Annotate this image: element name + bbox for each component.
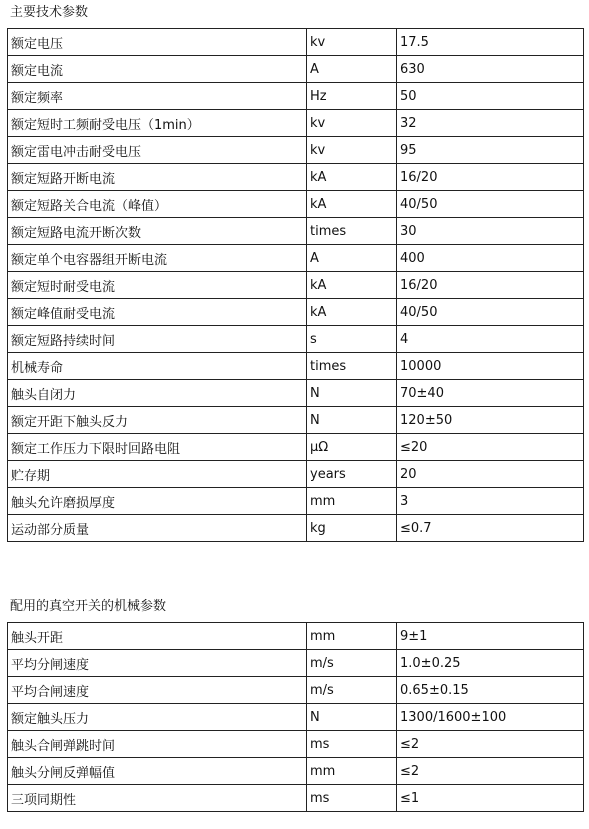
value-cell: 120±50	[397, 407, 584, 434]
value-cell: 50	[397, 83, 584, 110]
table-row	[8, 407, 584, 434]
table-row	[8, 326, 584, 353]
unit-cell: kv	[307, 110, 397, 137]
parameter-name-cell: 触头开距	[8, 623, 307, 650]
parameter-name-cell: 额定峰值耐受电流	[8, 299, 307, 326]
table-row	[8, 623, 584, 650]
parameter-name-cell: 额定开距下触头反力	[8, 407, 307, 434]
parameter-name-cell: 额定短时耐受电流	[8, 272, 307, 299]
value-cell: ≤20	[397, 434, 584, 461]
parameter-name-cell: 触头合闸弹跳时间	[8, 731, 307, 758]
value-cell: 95	[397, 137, 584, 164]
parameter-name-cell: 额定电压	[8, 29, 307, 56]
table-row	[8, 299, 584, 326]
table-row	[8, 29, 584, 56]
unit-cell: mm	[307, 623, 397, 650]
parameter-name-cell: 额定频率	[8, 83, 307, 110]
parameter-name-cell: 机械寿命	[8, 353, 307, 380]
main-specs-table	[7, 28, 584, 542]
table-row	[8, 515, 584, 542]
unit-cell: ms	[307, 785, 397, 812]
value-cell: 1.0±0.25	[397, 650, 584, 677]
unit-cell: mm	[307, 758, 397, 785]
table-row	[8, 785, 584, 812]
table-row	[8, 461, 584, 488]
value-cell: 30	[397, 218, 584, 245]
section-title-main-specs: 主要技术参数	[10, 5, 89, 20]
unit-cell: years	[307, 461, 397, 488]
unit-cell: Hz	[307, 83, 397, 110]
value-cell: 32	[397, 110, 584, 137]
table-row	[8, 56, 584, 83]
value-cell: 17.5	[397, 29, 584, 56]
table-row	[8, 434, 584, 461]
parameter-name-cell: 平均分闸速度	[8, 650, 307, 677]
parameter-name-cell: 触头分闸反弹幅值	[8, 758, 307, 785]
unit-cell: N	[307, 704, 397, 731]
unit-cell: kA	[307, 299, 397, 326]
table-row	[8, 164, 584, 191]
table-row	[8, 83, 584, 110]
parameter-name-cell: 贮存期	[8, 461, 307, 488]
table-row	[8, 650, 584, 677]
value-cell: 70±40	[397, 380, 584, 407]
parameter-name-cell: 平均合闸速度	[8, 677, 307, 704]
value-cell: ≤1	[397, 785, 584, 812]
unit-cell: ms	[307, 731, 397, 758]
parameter-name-cell: 触头自闭力	[8, 380, 307, 407]
unit-cell: A	[307, 245, 397, 272]
parameter-name-cell: 额定短路电流开断次数	[8, 218, 307, 245]
unit-cell: kA	[307, 272, 397, 299]
unit-cell: kA	[307, 191, 397, 218]
table-row	[8, 245, 584, 272]
value-cell: 9±1	[397, 623, 584, 650]
value-cell: ≤0.7	[397, 515, 584, 542]
value-cell: 16/20	[397, 164, 584, 191]
table-row	[8, 488, 584, 515]
table-row	[8, 704, 584, 731]
unit-cell: mm	[307, 488, 397, 515]
value-cell: 20	[397, 461, 584, 488]
parameter-name-cell: 额定触头压力	[8, 704, 307, 731]
parameter-name-cell: 额定短路开断电流	[8, 164, 307, 191]
mechanical-params-table-body	[8, 623, 584, 812]
table-row	[8, 353, 584, 380]
table-row	[8, 218, 584, 245]
value-cell: 0.65±0.15	[397, 677, 584, 704]
value-cell: 630	[397, 56, 584, 83]
parameter-name-cell: 额定单个电容器组开断电流	[8, 245, 307, 272]
mechanical-params-table	[7, 622, 584, 812]
unit-cell: kv	[307, 29, 397, 56]
value-cell: 16/20	[397, 272, 584, 299]
table-row	[8, 110, 584, 137]
parameter-name-cell: 额定工作压力下限时回路电阻	[8, 434, 307, 461]
table-row	[8, 758, 584, 785]
value-cell: 3	[397, 488, 584, 515]
parameter-name-cell: 额定短时工频耐受电压（1min）	[8, 110, 307, 137]
unit-cell: μΩ	[307, 434, 397, 461]
value-cell: 4	[397, 326, 584, 353]
unit-cell: m/s	[307, 650, 397, 677]
unit-cell: N	[307, 380, 397, 407]
table-row	[8, 380, 584, 407]
main-specs-table-body	[8, 29, 584, 542]
unit-cell: kv	[307, 137, 397, 164]
unit-cell: s	[307, 326, 397, 353]
table-row	[8, 731, 584, 758]
value-cell: 1300/1600±100	[397, 704, 584, 731]
parameter-name-cell: 三项同期性	[8, 785, 307, 812]
unit-cell: A	[307, 56, 397, 83]
value-cell: ≤2	[397, 731, 584, 758]
section-title-mechanical-params: 配用的真空开关的机械参数	[10, 599, 167, 614]
parameter-name-cell: 触头允许磨损厚度	[8, 488, 307, 515]
parameter-name-cell: 额定短路持续时间	[8, 326, 307, 353]
table-row	[8, 191, 584, 218]
table-row	[8, 137, 584, 164]
unit-cell: N	[307, 407, 397, 434]
table-row	[8, 272, 584, 299]
parameter-name-cell: 额定雷电冲击耐受电压	[8, 137, 307, 164]
unit-cell: times	[307, 218, 397, 245]
parameter-name-cell: 运动部分质量	[8, 515, 307, 542]
table-row	[8, 677, 584, 704]
value-cell: 400	[397, 245, 584, 272]
unit-cell: times	[307, 353, 397, 380]
unit-cell: m/s	[307, 677, 397, 704]
value-cell: 10000	[397, 353, 584, 380]
value-cell: 40/50	[397, 191, 584, 218]
parameter-name-cell: 额定短路关合电流（峰值）	[8, 191, 307, 218]
parameter-name-cell: 额定电流	[8, 56, 307, 83]
value-cell: ≤2	[397, 758, 584, 785]
value-cell: 40/50	[397, 299, 584, 326]
unit-cell: kA	[307, 164, 397, 191]
unit-cell: kg	[307, 515, 397, 542]
